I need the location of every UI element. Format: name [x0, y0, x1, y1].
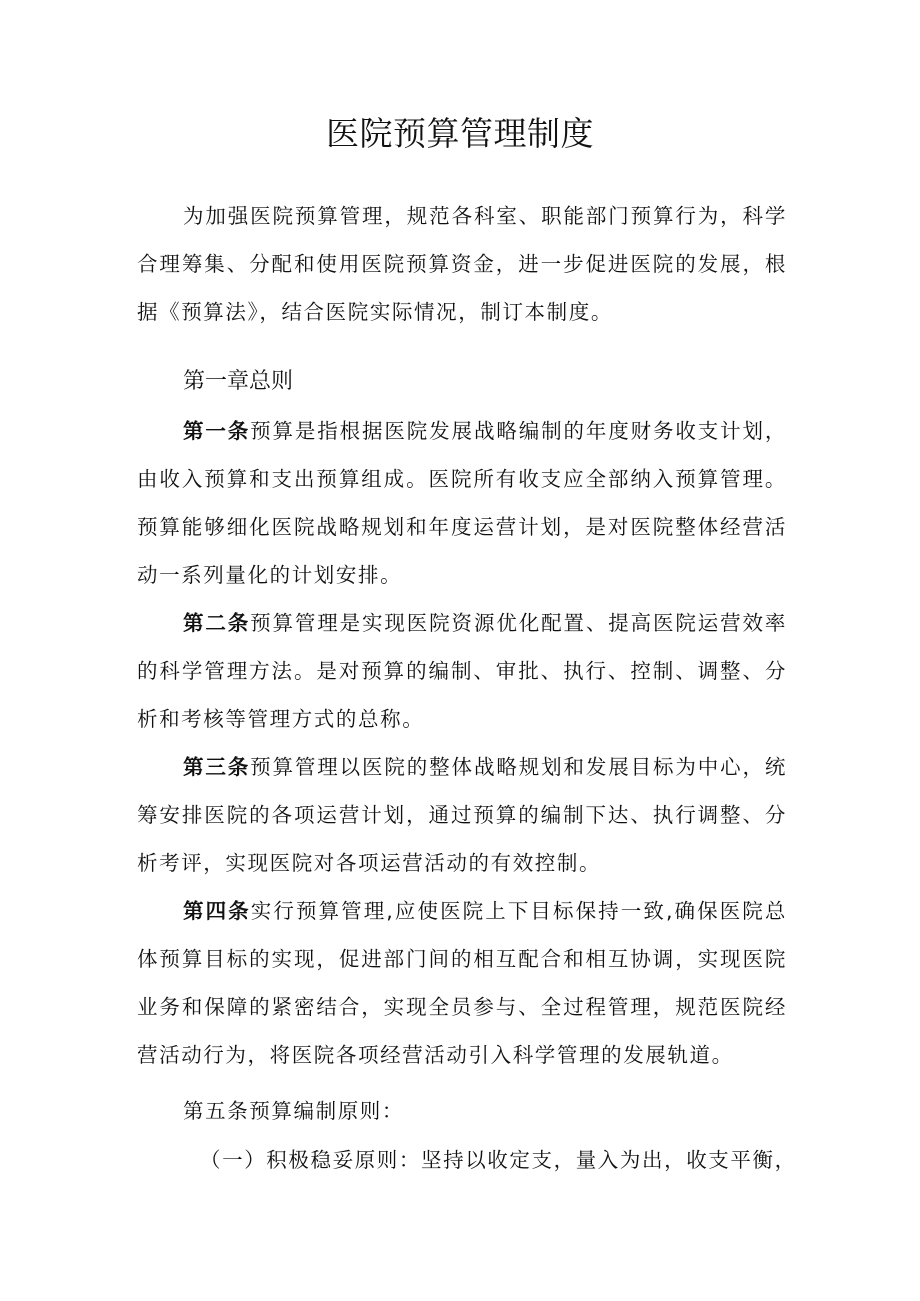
article-2-label: 第二条 — [183, 611, 251, 635]
article-5-heading: 第五条预算编制原则： — [183, 1099, 404, 1123]
article-4-text: 实行预算管理,应使医院上下目标保持一致,确保医院总体预算目标的实现，促进部门间的相互配合和相互协调，实现医院业务和保障的紧密结合，实现全员参与、全过程管理，规范医院经营活动行为，将医院各项经营活动引入科学管理的发展轨道。 — [137, 899, 787, 1067]
chapter-heading: 第一章总则 — [183, 369, 294, 394]
article-1-label: 第一条 — [183, 419, 251, 443]
article-2-text: 预算管理是实现医院资源优化配置、提高医院运营效率的科学管理方法。是对预算的编制、审批、执行、控制、调整、分析和考核等管理方式的总称。 — [137, 611, 787, 731]
article-2 — [137, 599, 787, 743]
article-4 — [137, 887, 787, 1079]
document-title: 医院预算管理制度 — [326, 114, 594, 153]
article-4-label: 第四条 — [183, 899, 251, 923]
article-3-text: 预算管理以医院的整体战略规划和发展目标为中心，统筹安排医院的各项运营计划，通过预算的编制下达、执行调整、分析考评，实现医院对各项运营活动的有效控制。 — [137, 755, 787, 875]
article-1 — [137, 407, 787, 599]
article-3 — [137, 743, 787, 887]
article-3-label: 第三条 — [183, 755, 251, 779]
article-1-text: 预算是指根据医院发展战略编制的年度财务收支计划，由收入预算和支出预算组成。医院所有收支应全部纳入预算管理。预算能够细化医院战略规划和年度运营计划，是对医院整体经营活动一系列量化的计划安排。 — [137, 419, 787, 587]
intro-paragraph: 为加强医院预算管理，规范各科室、职能部门预算行为，科学合理筹集、分配和使用医院预算资金，进一步促进医院的发展，根据《预算法》，结合医院实际情况，制订本制度。 — [137, 204, 787, 324]
principle-1: （一）积极稳妥原则：坚持以收定支，量入为出，收支平衡， — [200, 1148, 797, 1172]
